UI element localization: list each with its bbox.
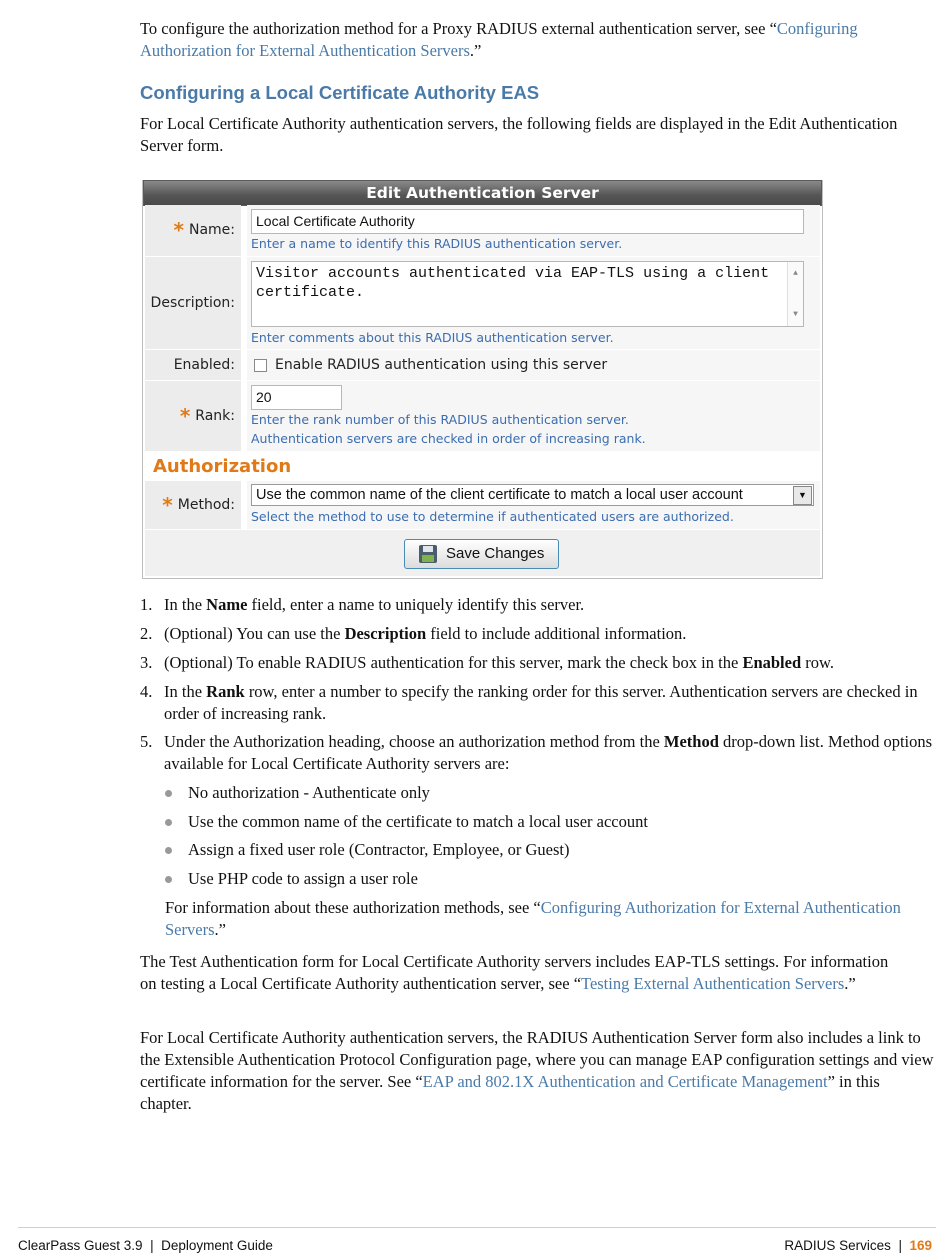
rank-hint: Enter the rank number of this RADIUS authentication server.	[251, 412, 629, 427]
name-row	[145, 205, 820, 257]
enabled-checkbox-label: Enable RADIUS authentication using this server	[275, 357, 608, 373]
link-configuring-authorization[interactable]: Configuring Authorization for External Authentication Servers	[140, 19, 858, 60]
link-eap-certificate-management[interactable]: EAP and 802.1X Authentication and Certificate Management	[422, 1072, 828, 1091]
rank-hint-order: Authentication servers are checked in order of increasing rank.	[251, 431, 646, 446]
link-configuring-authorization-methods[interactable]: Configuring Authorization for External Authentication Servers	[165, 898, 901, 939]
method-row	[145, 481, 820, 530]
page-number: 169	[909, 1238, 932, 1253]
rank-input[interactable]: 20	[251, 385, 342, 410]
required-marker: *	[179, 404, 191, 428]
rank-row	[145, 381, 820, 452]
description-scrollbar[interactable]	[787, 262, 803, 326]
method-hint: Select the method to use to determine if authenticated users are authorized.	[251, 509, 734, 524]
footer-right: RADIUS Services | 169	[784, 1238, 932, 1253]
info-paragraph: For information about these authorization methods, see “Configuring Authorization for External Authentication Servers.”	[165, 898, 901, 939]
bullet-icon	[165, 847, 172, 854]
bullet-icon	[165, 819, 172, 826]
floppy-disk-icon	[419, 545, 437, 563]
footer-left: ClearPass Guest 3.9 | Deployment Guide	[18, 1238, 273, 1253]
chevron-down-icon[interactable]: ▼	[793, 486, 812, 505]
method-label: * Method:	[145, 481, 241, 529]
edit-authentication-server-form	[142, 180, 823, 579]
required-marker: *	[162, 493, 173, 517]
description-hint: Enter comments about this RADIUS authentication server.	[251, 330, 614, 345]
authorization-heading: Authorization	[153, 456, 292, 477]
paragraph-fields: For Local Certificate Authority authentication servers, the following fields are displayed in the Edit Authentication Server form.	[140, 114, 898, 155]
form-actions	[145, 530, 820, 576]
rank-label: * Rank:	[145, 381, 241, 451]
bullet-icon	[165, 876, 172, 883]
description-row	[145, 257, 820, 350]
name-label: * Name:	[145, 205, 241, 256]
enabled-label: Enabled:	[145, 350, 241, 380]
description-label: Description:	[145, 257, 241, 349]
test-auth-paragraph: The Test Authentication form for Local Certificate Authority servers includes EAP-TLS settings. For information on testing a Local Certificate Authority authentication server, see “Testing External Authentication Servers.”	[140, 952, 889, 993]
bullet-icon	[165, 790, 172, 797]
eap-paragraph: For Local Certificate Authority authentication servers, the RADIUS Authentication Server form also includes a link to the Extensible Authentication Protocol Configuration page, where you can manage EAP configuration settings and view certificate information for the server. See “EAP and 802.1X Authentication and Certificate Management” in this chapter.	[140, 1028, 934, 1113]
scroll-down-icon[interactable]: ▼	[793, 310, 798, 319]
form-title: Edit Authentication Server	[143, 180, 822, 206]
enabled-row	[145, 350, 820, 381]
section-heading: Configuring a Local Certificate Authority EAS	[140, 82, 540, 103]
name-hint: Enter a name to identify this RADIUS authentication server.	[251, 236, 623, 251]
link-testing-external-servers[interactable]: Testing External Authentication Servers	[581, 974, 845, 993]
method-select[interactable]: Use the common name of the client certificate to match a local user account ▼	[251, 484, 814, 506]
save-changes-button[interactable]: Save Changes	[404, 539, 559, 569]
scroll-up-icon[interactable]: ▲	[793, 269, 798, 278]
footer-rule	[18, 1227, 936, 1228]
intro-paragraph: To configure the authorization method for a Proxy RADIUS external authentication server, see “Configuring Authorization for External Authentication Servers.”	[140, 19, 858, 60]
enabled-checkbox[interactable]	[254, 359, 267, 372]
description-textarea[interactable]: Visitor accounts authenticated via EAP-TLS using a client certificate. ▲ ▼	[251, 261, 804, 327]
required-marker: *	[173, 218, 184, 242]
name-input[interactable]: Local Certificate Authority	[251, 209, 804, 234]
